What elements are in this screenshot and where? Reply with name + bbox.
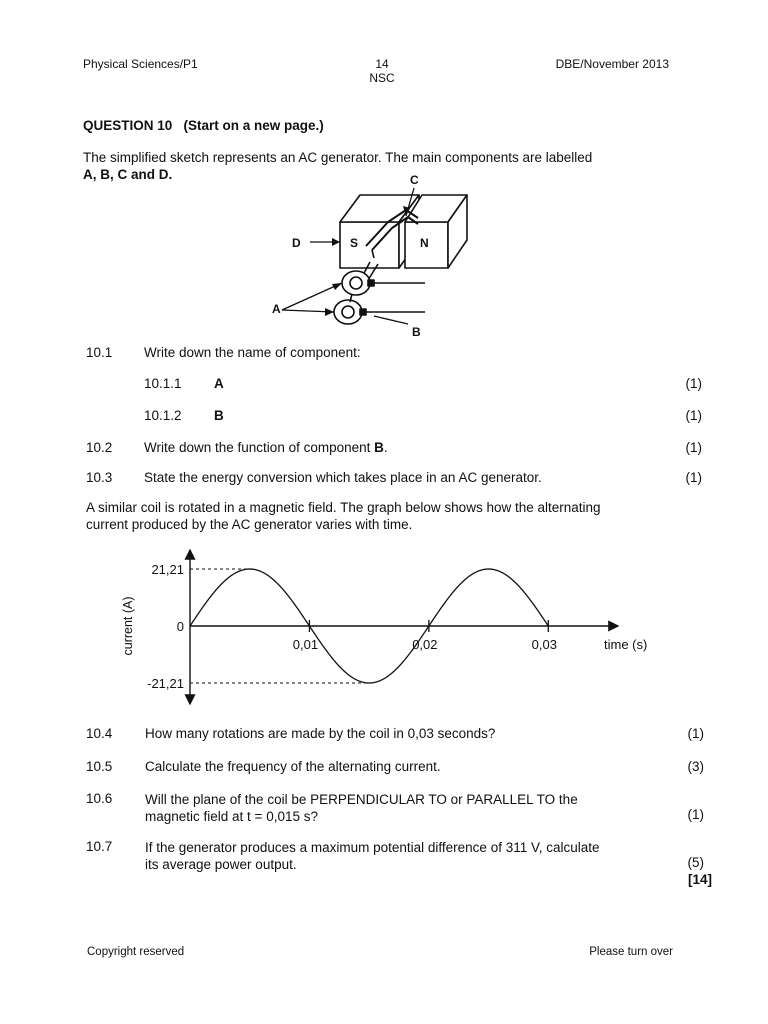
header-exam-session: DBE/November 2013 (555, 57, 669, 71)
q10-2-mark: (1) (685, 440, 702, 455)
q10-1-1-label: A (214, 376, 224, 391)
label-s: S (350, 236, 359, 250)
q10-1-2-number: 10.1.2 (144, 408, 182, 423)
graph-intro-line1: A similar coil is rotated in a magnetic field. The graph below shows how the alternating (86, 500, 601, 515)
q10-2-text (144, 440, 388, 455)
y-axis-label: current (A) (121, 596, 135, 656)
graph-intro (86, 499, 686, 533)
q10-7-line1: If the generator produces a maximum potential difference of 311 V, calculate (145, 840, 600, 855)
x-tick-label: 0,01 (292, 637, 319, 652)
q10-6-text (145, 791, 665, 825)
q10-1-2-label: B (214, 408, 224, 423)
q10-6-line2: magnetic field at t = 0,015 s? (145, 809, 318, 824)
label-b: B (412, 325, 421, 339)
question-intro-text: The simplified sketch represents an AC generator. The main components are labelled (83, 150, 593, 165)
label-c: C (410, 173, 419, 187)
q10-2-number: 10.2 (86, 440, 113, 455)
magnet-north (405, 195, 467, 268)
q10-2-text-bold: B (374, 440, 384, 455)
q10-4-text: How many rotations are made by the coil in 0,03 seconds? (145, 726, 496, 741)
q10-4-number: 10.4 (86, 726, 113, 741)
header-nsc: NSC (369, 71, 395, 85)
q10-1-1-number: 10.1.1 (144, 376, 182, 391)
footer-copyright: Copyright reserved (87, 946, 185, 958)
q10-6-line1: Will the plane of the coil be PERPENDICULAR TO or PARALLEL TO the (145, 792, 578, 807)
q10-3-number: 10.3 (86, 470, 113, 485)
q10-1-1-mark: (1) (685, 376, 702, 391)
q10-3-text: State the energy conversion which takes place in an AC generator. (144, 470, 542, 485)
label-d: D (292, 236, 301, 250)
question-intro-components: A, B, C and D. (83, 167, 173, 182)
q10-5-mark: (3) (687, 759, 704, 774)
header-page-number: 14 (375, 57, 389, 71)
ac-generator-sketch (260, 170, 480, 340)
q10-7-number: 10.7 (86, 839, 113, 854)
q10-2-text-after: . (383, 440, 388, 455)
q10-7-mark: (5) (687, 855, 704, 870)
y-tick-label: -21,21 (147, 676, 184, 691)
question-title: QUESTION 10 (Start on a new page.) (83, 118, 324, 133)
q10-1-text: Write down the name of component: (144, 345, 361, 360)
y-tick-label: 0 (176, 619, 184, 634)
brushes (360, 280, 425, 315)
q10-3-mark: (1) (685, 470, 702, 485)
x-tick-label: 0,03 (531, 637, 557, 652)
q10-1-number: 10.1 (86, 345, 113, 360)
footer-turn-over: Please turn over (589, 946, 673, 958)
graph-intro-line2: current produced by the AC generator varies with time. (86, 517, 413, 532)
q10-7-line2: its average power output. (145, 857, 297, 872)
header-subject: Physical Sciences/P1 (83, 57, 198, 71)
q10-7-text (145, 839, 665, 873)
question-total: [14] (687, 872, 712, 887)
x-axis-label: time (s) (604, 637, 648, 652)
q10-5-number: 10.5 (86, 759, 113, 774)
y-tick-label: 21,21 (151, 562, 184, 577)
x-tick-label: 0,02 (412, 637, 438, 652)
q10-5-text: Calculate the frequency of the alternating current. (145, 759, 441, 774)
q10-6-mark: (1) (687, 807, 704, 822)
q10-1-2-mark: (1) (685, 408, 702, 423)
current-time-graph (110, 540, 670, 710)
q10-6-number: 10.6 (86, 791, 113, 806)
slip-rings (334, 271, 370, 324)
q10-2-text-before: Write down the function of component (144, 440, 375, 455)
label-n: N (420, 236, 429, 250)
label-a: A (272, 302, 281, 316)
q10-4-mark: (1) (687, 726, 704, 741)
